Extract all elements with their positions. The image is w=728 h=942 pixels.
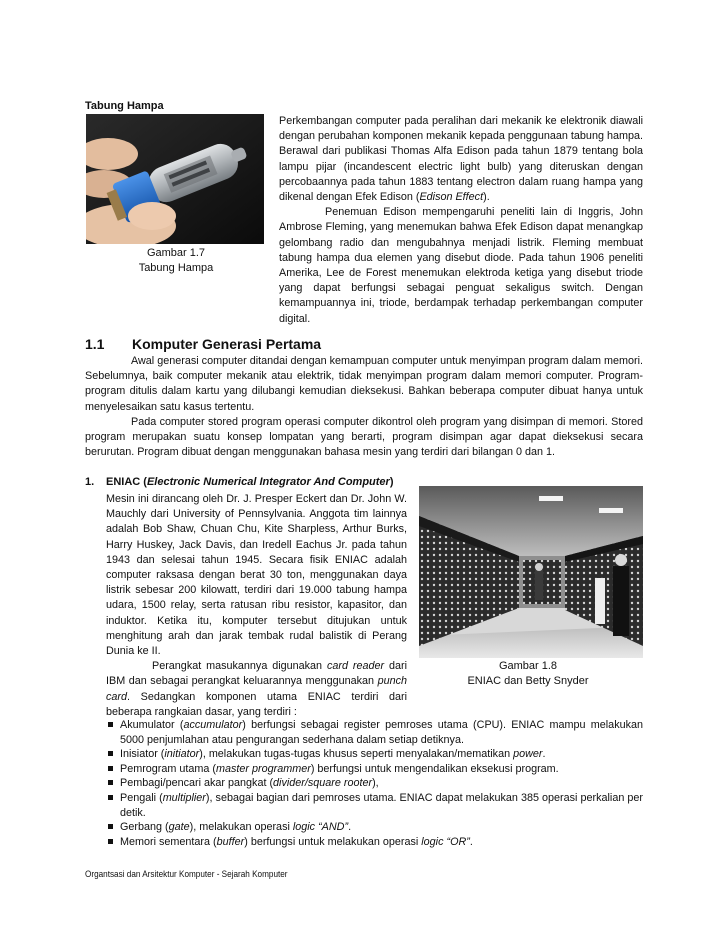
bullet-term: gate — [168, 821, 190, 834]
bullet-term-2: logic “AND” — [292, 821, 349, 834]
bullet-text-post: ), melakukan tugas-tugas khusus seperti menyalakan/mematikan — [199, 748, 514, 761]
list-item — [106, 776, 643, 791]
section-body — [85, 354, 643, 460]
edison-effect-term: Edison Effect — [419, 191, 484, 204]
item-1-open-paren: ( — [140, 476, 147, 488]
bullet-square-icon — [108, 780, 113, 785]
section-number: 1.1 — [85, 336, 105, 352]
intro-column — [279, 114, 643, 327]
bullet-term-2: logic “OR” — [421, 835, 470, 848]
list-item — [106, 718, 643, 747]
bullet-text-post: ), melakukan operasi — [189, 821, 293, 834]
item-1-title: ENIAC — [106, 476, 141, 488]
component-bullet-list — [106, 718, 643, 849]
vacuum-tube-photo — [86, 114, 264, 244]
item-1-number: 1. — [85, 476, 95, 488]
item-1-paragraph-2 — [106, 659, 407, 720]
eniac-photo — [419, 486, 643, 658]
bullet-text-post: ), — [372, 777, 379, 790]
bullet-term: initiator — [164, 748, 200, 761]
punch-card-term: punch card — [106, 675, 407, 703]
item-1-paragraph-2-b: dari IBM dan sebagai perangkat keluarannya menggunakan — [106, 660, 407, 688]
page-footer: Organtsasi dan Arsitektur Komputer - Sejarah Komputer — [85, 869, 288, 880]
intro-paragraph-1 — [279, 114, 643, 205]
bullet-square-icon — [108, 824, 113, 829]
list-item — [106, 820, 643, 835]
bullet-text-post: ) berfungsi untuk mengendalikan eksekusi program. — [310, 762, 559, 775]
figure-1-8-caption-title: ENIAC dan Betty Snyder — [467, 674, 589, 687]
bullet-term-2: power — [513, 748, 543, 761]
bullet-text-post-2: . — [469, 835, 473, 848]
item-1-fullname: Electronic Numerical Integrator And Computer — [146, 476, 390, 488]
intro-paragraph-1-end: ). — [483, 191, 490, 204]
item-1-body — [106, 492, 407, 720]
bullet-square-icon — [108, 839, 113, 844]
bullet-text-pre: Pengali ( — [120, 791, 163, 804]
figure-1-8-caption-number: Gambar 1.8 — [498, 660, 558, 672]
section-title: Komputer Generasi Pertama — [132, 336, 322, 352]
bullet-square-icon — [108, 766, 113, 771]
list-item — [106, 762, 643, 777]
item-1-paragraph-1: Mesin ini dirancang oleh Dr. J. Presper Eckert dan Dr. John W. Mauchly dari University of Pennsylvania. Anggota tim lainnya adalah Bob Shaw, Chuan Chu, Kite Sharpless, Arthur Burks, Harry Huskey, Jack Davis, dan Iredell Eachus Jr. pada tahun 1943 dan selesai tahun 1945. Secara fisik ENIAC adalah computer raksasa dengan berat 30 ton, menggunakan daya listrik sebesar 200 kilowatt, terdiri dari 19.000 tabung hampa udara, 1500 relay, serta ratusan ribu resistor, kapasitor, dan induktor. Ketika itu, komputer tersebut ditujukan untuk menghitung arah dan jarak tembak rudal balistik di Perang Dunia ke II. — [106, 493, 407, 658]
bullet-text-pre: Akumulator ( — [120, 719, 184, 731]
list-item — [106, 747, 643, 762]
bullet-square-icon — [108, 722, 113, 727]
bullet-term: accumulator — [183, 719, 243, 731]
bullet-text-pre: Pemrogram utama ( — [120, 762, 217, 775]
bullet-text-post: ), sebagai bagian dari pemroses utama. ENIAC dapat melakukan 385 operasi perkalian per detik. — [120, 791, 643, 819]
list-item — [106, 835, 643, 850]
component-list — [106, 718, 643, 849]
section-heading — [85, 336, 321, 352]
bullet-text-pre: Memori sementara ( — [120, 835, 217, 848]
item-1-close-paren: ) — [389, 476, 394, 488]
item-1-heading — [85, 476, 394, 488]
bullet-term: multiplier — [162, 791, 206, 804]
intro-paragraph-1-text: Perkembangan computer pada peralihan dari mekanik ke elektronik diawali dengan perubahan komponen mekanik kepada penggunaan tabung hampa. Berawal dari publikasi Thomas Alfa Edison pada tahun 1879 tentang bola lampu pijar (incandescent electric light bulb) yang diteruskan dengan percobaannya pada tahun 1883 tentang electron dalam ruang hampa yang dikenal dengan Efek Edison ( — [279, 115, 643, 204]
bullet-text-pre: Gerbang ( — [120, 821, 169, 834]
top-label: Tabung Hampa — [85, 100, 164, 112]
item-1-paragraph-2-c: . Sedangkan komponen utama ENIAC terdiri dari beberapa rangkaian dasar, yang terdiri : — [106, 690, 407, 718]
item-1-paragraph-2-a: Perangkat masukannya digunakan — [152, 660, 327, 673]
list-item — [106, 791, 643, 820]
intro-paragraph-2: Penemuan Edison mempengaruhi peneliti lain di Inggris, John Ambrose Fleming, yang menemukan bahwa Efek Edison dapat menangkap gelombang radio dan mengubahnya menjadi listrik. Fleming membuat tabung hampa dua elemen yang disebut diode. Pada tahun 1906 peneliti Amerika, Lee de Forest menemukan elektroda ketiga yang disebut triode yang dapat berfungsi sebagai penguat sekaligus switch. Dengan kemampuannya ini, triode, berdampak terhadap perkembangan computer digital. — [279, 206, 643, 325]
bullet-text-post: ) berfungsi sebagai register pemroses utama (CPU). ENIAC mampu melakukan 5000 penjumlahan atau pengurangan sederhana dalam setiap detiknya. — [120, 719, 644, 746]
bullet-square-icon — [108, 795, 113, 800]
section-paragraph-1: Awal generasi computer ditandai dengan kemampuan computer untuk menyimpan program dalam memori. Sebelumnya, baik computer mekanik atau elektrik, tidak menyimpan program dalam memori computer. Program-program ditulis dalam kartu yang dilubangi kemudian dieksekusi. Bahkan beberapa computer dibuat hanya untuk menyelesaikan satu kasus tertentu. — [85, 355, 643, 413]
bullet-text-post-2: . — [542, 748, 546, 761]
bullet-text-post-2: . — [348, 821, 352, 834]
bullet-square-icon — [108, 751, 113, 756]
bullet-text-pre: Inisiator ( — [120, 748, 165, 761]
bullet-text-pre: Pembagi/pencari akar pangkat ( — [120, 777, 274, 790]
figure-1-8-caption — [458, 659, 598, 688]
bullet-term: master programmer — [216, 762, 311, 775]
card-reader-term: card reader — [326, 660, 385, 673]
section-paragraph-2: Pada computer stored program operasi computer dikontrol oleh program yang disimpan di memori. Stored program merupakan suatu konsep lompatan yang berarti, program disimpan agar dapat dieksekusi secara berurutan. Program dibuat dengan menggunakan bahasa mesin yang terdiri dari bilangan 0 dan 1. — [85, 415, 643, 459]
figure-1-7-caption-title: Tabung Hampa — [138, 261, 214, 274]
bullet-text-post: ) berfungsi untuk melakukan operasi — [244, 835, 422, 848]
bullet-term: divider/square rooter — [273, 777, 373, 790]
bullet-term: buffer — [216, 835, 245, 848]
figure-1-7-caption — [108, 246, 244, 275]
figure-1-7-caption-number: Gambar 1.7 — [146, 247, 206, 259]
